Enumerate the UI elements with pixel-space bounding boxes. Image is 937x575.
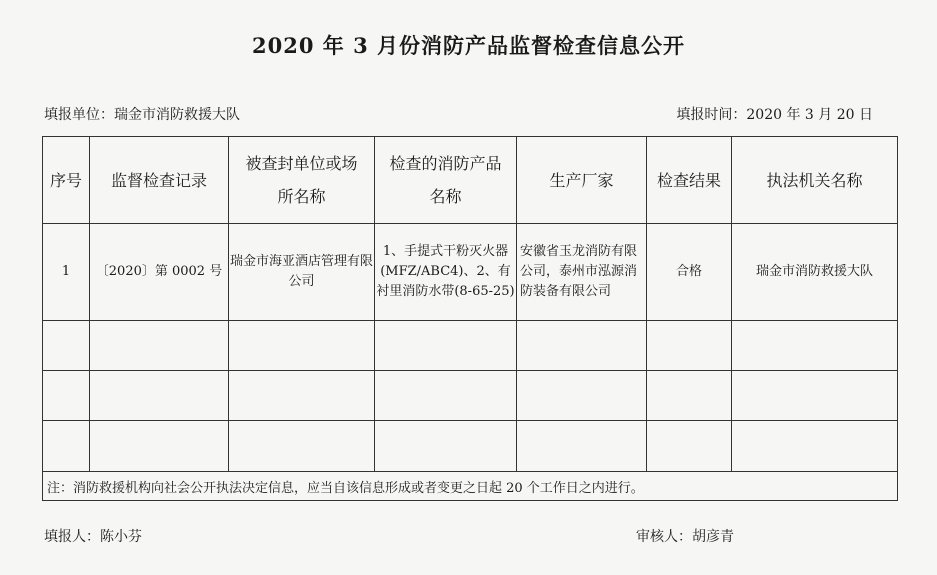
reporting-time-value: 2020 年 3 月 20 日 <box>746 107 873 123</box>
header-maker: 生产厂家 <box>517 137 647 224</box>
reviewer-name: 胡彦青 <box>692 529 734 545</box>
header-place-line1: 被查封单位或场 <box>245 154 358 173</box>
reviewer <box>636 526 734 546</box>
inspection-table <box>42 136 898 501</box>
note-row <box>43 472 898 501</box>
header-product-line1: 检查的消防产品 <box>389 154 502 173</box>
header-authority: 执法机关名称 <box>732 137 898 224</box>
reporting-unit-label: 填报单位： <box>44 107 114 123</box>
reviewer-label: 审核人： <box>636 529 692 545</box>
empty-row <box>43 371 898 421</box>
cell-seq: 1 <box>43 224 90 321</box>
reporting-time-label: 填报时间： <box>676 107 747 123</box>
cell-record: 〔2020〕第 0002 号 <box>90 224 229 321</box>
table-note: 注：消防救援机构向社会公开执法决定信息，应当自该信息形成或者变更之日起 20 个工作日之内进行。 <box>43 472 898 501</box>
reporting-time <box>676 104 873 124</box>
header-product-line2: 名称 <box>429 187 462 206</box>
cell-authority: 瑞金市消防救援大队 <box>732 224 898 321</box>
table-header-row <box>43 137 898 224</box>
header-result: 检查结果 <box>647 137 732 224</box>
reporting-unit <box>44 104 240 124</box>
filler-label: 填报人： <box>44 529 100 545</box>
empty-row <box>43 421 898 472</box>
header-place <box>229 137 375 224</box>
page-title: 2020 年 3 月份消防产品监督检查信息公开 <box>252 33 685 58</box>
filler-name: 陈小芬 <box>100 529 142 545</box>
header-place-line2: 所名称 <box>277 187 326 206</box>
filler <box>44 526 142 546</box>
header-seq: 序号 <box>43 137 90 224</box>
header-product <box>375 137 517 224</box>
header-record: 监督检查记录 <box>90 137 229 224</box>
empty-row <box>43 321 898 371</box>
table-row <box>43 224 898 321</box>
cell-product: 1、手提式干粉灭火器(MFZ/ABC4)、2、有衬里消防水带(8-65-25) <box>375 224 517 321</box>
cell-result: 合格 <box>647 224 732 321</box>
reporting-unit-value: 瑞金市消防救援大队 <box>114 107 240 123</box>
cell-maker: 安徽省玉龙消防有限公司，泰州市泓源消防装备有限公司 <box>517 224 647 321</box>
cell-place: 瑞金市海亚酒店管理有限公司 <box>229 224 375 321</box>
